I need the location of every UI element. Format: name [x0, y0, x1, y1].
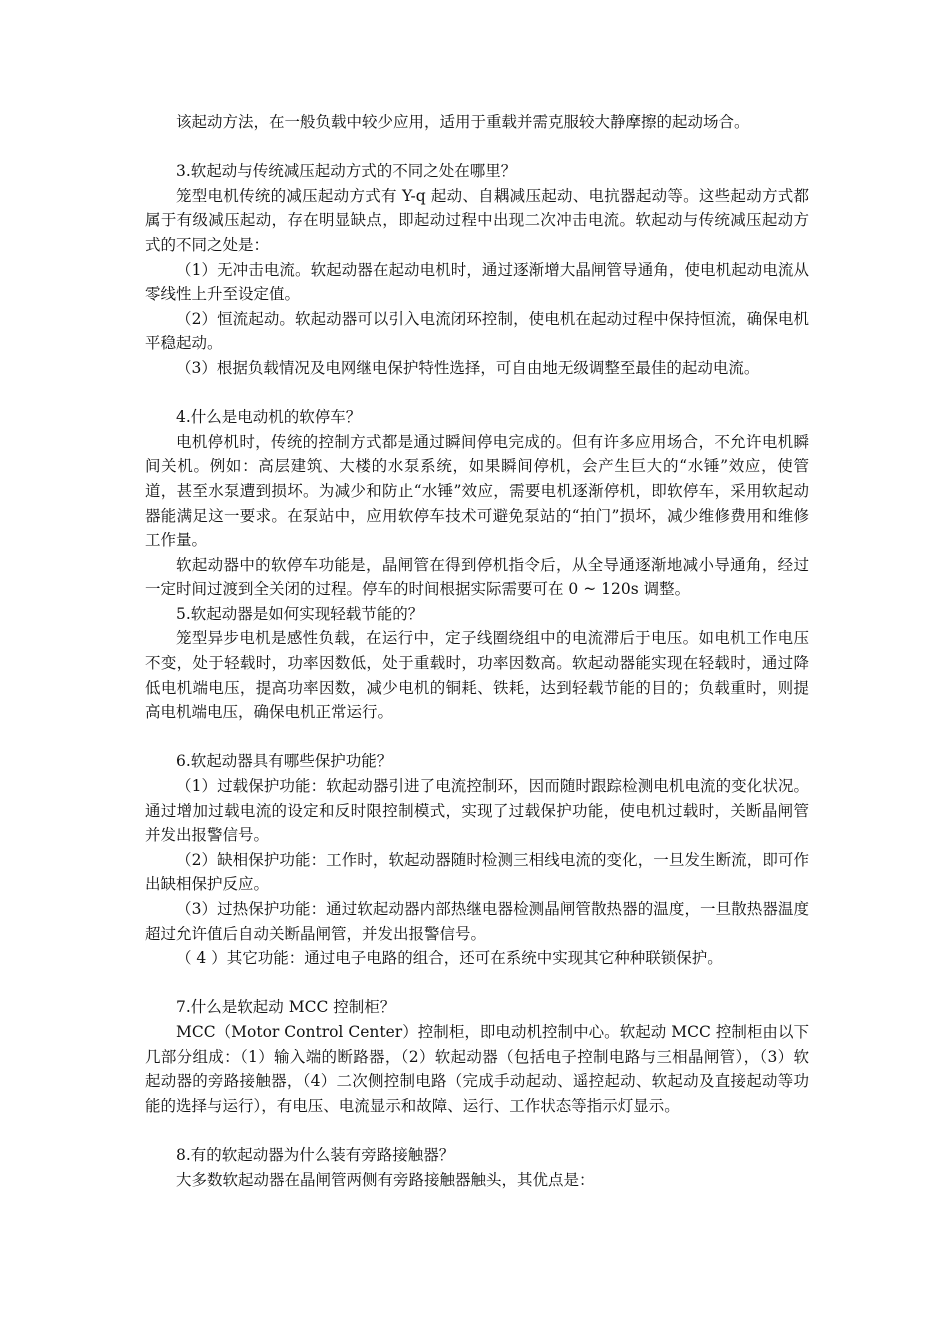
- section-heading: 4.什么是电动机的软停车？: [176, 408, 362, 427]
- section-heading: 7.什么是软起动 MCC 控制柜？: [176, 998, 396, 1017]
- paragraph-gap: [145, 1118, 809, 1143]
- paragraph-gap: [145, 381, 809, 406]
- section-heading: 8.有的软起动器为什么装有旁路接触器？: [176, 1145, 455, 1164]
- section-heading: 3.软起动与传统减压起动方式的不同之处在哪里？: [176, 162, 517, 181]
- document-page: [145, 110, 809, 1192]
- body-paragraph: 笼型电机传统的减压起动方式有 Y-q 起动、自耦减压起动、电抗器起动等。这些起动方式都属于有级减压起动，存在明显缺点，即起动过程中出现二次冲击电流。软起动与传统减压起动方式的不同之处是：: [145, 186, 809, 254]
- paragraph-gap: [145, 135, 809, 160]
- body-paragraph: MCC（Motor Control Center）控制柜，即电动机控制中心。软起动 MCC 控制柜由以下几部分组成：（1）输入端的断路器，（2）软起动器（包括电子控制电路与三相晶闸管），（3）软起动器的旁路接触器，（4）二次侧控制电路（完成手动起动、遥控起动、软起动及直接起动等功能的选择与运行），有电压、电流显示和故障、运行、工作状态等指示灯显示。: [145, 1022, 809, 1115]
- body-paragraph: （ 4 ）其它功能：通过电子电路的组合，还可在系统中实现其它种种联锁保护。: [176, 949, 723, 968]
- body-paragraph: （1）过载保护功能：软起动器引进了电流控制环，因而随时跟踪检测电机电流的变化状况。通过增加过载电流的设定和反时限控制模式，实现了过载保护功能，使电机过载时，关断晶闸管并发出报警信号。: [145, 777, 809, 845]
- body-paragraph: （2）恒流起动。软起动器可以引入电流闭环控制，使电机在起动过程中保持恒流，确保电机平稳起动。: [145, 309, 809, 353]
- paragraph-gap: [145, 725, 809, 750]
- body-paragraph: 软起动器中的软停车功能是，晶闸管在得到停机指令后，从全导通逐渐地减小导通角，经过一定时间过渡到全关闭的过程。停车的时间根据实际需要可在 0 ~ 120s 调整。: [145, 555, 809, 599]
- section-heading: 5.软起动器是如何实现轻载节能的？: [176, 604, 424, 623]
- section-heading: 6.软起动器具有哪些保护功能？: [176, 752, 393, 771]
- body-paragraph: （1）无冲击电流。软起动器在起动电机时，通过逐渐增大晶闸管导通角，使电机起动电流从零线性上升至设定值。: [145, 260, 809, 304]
- body-paragraph: 笼型异步电机是感性负载，在运行中，定子线圈绕组中的电流滞后于电压。如电机工作电压不变，处于轻载时，功率因数低，处于重载时，功率因数高。软起动器能实现在轻载时，通过降低电机端电压，提高功率因数，减少电机的铜耗、铁耗，达到轻载节能的目的；负载重时，则提高电机端电压，确保电机正常运行。: [145, 629, 809, 722]
- body-paragraph: （2）缺相保护功能：工作时，软起动器随时检测三相线电流的变化，一旦发生断流，即可作出缺相保护反应。: [145, 850, 809, 894]
- body-paragraph: （3）过热保护功能：通过软起动器内部热继电器检测晶闸管散热器的温度，一旦散热器温度超过允许值后自动关断晶闸管，并发出报警信号。: [145, 900, 809, 943]
- body-paragraph: 电机停机时，传统的控制方式都是通过瞬间停电完成的。但有许多应用场合，不允许电机瞬间关机。例如：高层建筑、大楼的水泵系统，如果瞬间停机，会产生巨大的“水锤”效应，使管道，甚至水泵遭到损坏。为减少和防止“水锤”效应，需要电机逐渐停机，即软停车，采用软起动器能满足这一要求。在泵站中，应用软停车技术可避免泵站的“拍门”损坏，减少维修费用和维修工作量。: [145, 432, 809, 550]
- body-paragraph: （3）根据负载情况及电网继电保护特性选择，可自由地无级调整至最佳的起动电流。: [176, 358, 760, 377]
- body-paragraph: 该起动方法，在一般负载中较少应用，适用于重载并需克服较大静摩擦的起动场合。: [176, 113, 750, 131]
- body-paragraph: 大多数软起动器在晶闸管两侧有旁路接触器触头，其优点是：: [176, 1170, 595, 1189]
- paragraph-gap: [145, 971, 809, 996]
